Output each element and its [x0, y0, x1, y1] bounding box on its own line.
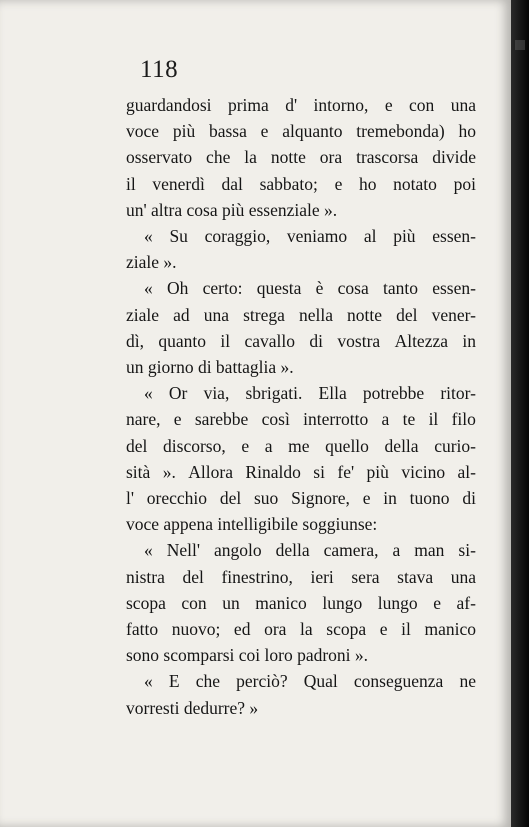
- page-number: 118: [140, 56, 179, 83]
- body-text: [126, 92, 476, 721]
- text-line: vorresti dedurre? »: [126, 697, 259, 718]
- text-line: « Oh certo: questa è cosa tanto essen-: [144, 278, 476, 299]
- page-edge-shadow: [511, 0, 529, 827]
- text-line: nistra del finestrino, ieri sera stava una: [126, 566, 476, 587]
- text-line: l' orecchio del suo Signore, e in tuono di: [126, 488, 476, 509]
- text-line: « Nell' angolo della camera, a man si-: [144, 540, 476, 561]
- text-line: del discorso, e a me quello della curio-: [126, 435, 476, 456]
- text-line: « E che perciò? Qual conseguenza ne: [144, 671, 476, 692]
- text-line: scopa con un manico lungo lungo e af-: [126, 592, 476, 613]
- text-line: osservato che la notte ora trascorsa divide: [126, 147, 476, 168]
- text-line: ziale ad una strega nella notte del vener-: [126, 304, 476, 325]
- text-line: « Su coraggio, veniamo al più essen-: [144, 226, 476, 247]
- edge-mark: [515, 40, 525, 50]
- text-line: un giorno di battaglia ».: [126, 357, 294, 378]
- text-line: « Or via, sbrigati. Ella potrebbe ritor-: [144, 383, 476, 404]
- text-line: nare, e sarebbe così interrotto a te il filo: [126, 409, 476, 430]
- text-line: voce appena intelligibile soggiunse:: [126, 514, 378, 535]
- text-line: un' altra cosa più essenziale ».: [126, 199, 338, 220]
- text-line: fatto nuovo; ed ora la scopa e il manico: [126, 619, 476, 640]
- text-line: il venerdì dal sabbato; e ho notato poi: [126, 173, 476, 194]
- text-line: sità ». Allora Rinaldo si fe' più vicino al-: [126, 461, 476, 482]
- text-line: sono scomparsi coi loro padroni ».: [126, 645, 369, 666]
- text-line: guardandosi prima d' intorno, e con una: [126, 95, 476, 115]
- text-line: dì, quanto il cavallo di vostra Altezza in: [126, 330, 476, 351]
- text-line: ziale ».: [126, 252, 177, 273]
- text-line: voce più bassa e alquanto tremebonda) ho: [126, 121, 476, 142]
